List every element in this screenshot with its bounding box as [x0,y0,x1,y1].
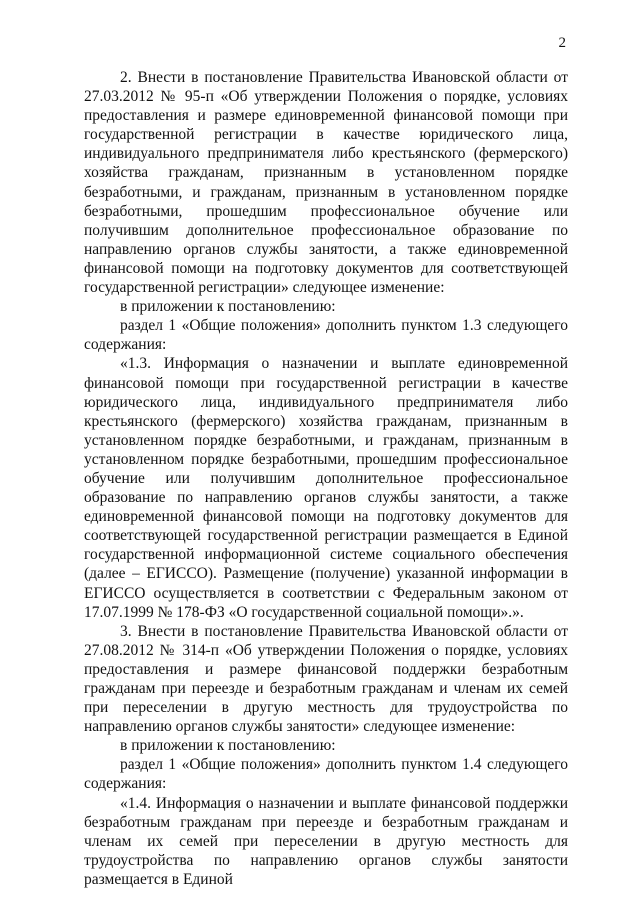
paragraph-clause-1-4: «1.4. Информация о назначении и выплате финансовой поддержки безработным гражданам при переезде и безработным гражданам и членам их семей при переселении в другую местность для трудоустройства по направлению органов службы занятости размещается в Единой [84,794,568,888]
paragraph-section-addition: раздел 1 «Общие положения» дополнить пунктом 1.4 следующего содержания: [84,756,568,793]
paragraph-annex-intro: в приложении к постановлению: [120,737,336,755]
page-number: 2 [558,35,566,51]
paragraph-clause-1-3: «1.3. Информация о назначении и выплате единовременной финансовой помощи при государственной регистрации в качестве юридического лица, индивидуального предпринимателя либо крестьянского (фермерского) хозяйства гражданам, признанным в установленном порядке безработными, и гражданам, признанным в установленном порядке безработными, прошедшим профессиональное обучение или получившим дополнительное профессиональное образование по направлению органов службы занятости, а также единовременной финансовой помощи на подготовку документов для соответствующей государственной регистрации размещается в Единой государственной информационной системе социального обеспечения (далее – ЕГИССО). Размещение (получение) указанной информации в ЕГИССО осуществляется в соответствии с Федеральным законом от 17.07.1999 № 178-ФЗ «О государственной социальной помощи».». [84,355,568,621]
document-body [84,68,568,889]
paragraph-item-2: 2. Внести в постановление Правительства Ивановской области от 27.03.2012 № 95-п «Об утверждении Положения о порядке, условиях предоставления и размере единовременной финансовой помощи при государственной регистрации в качестве юридического лица, индивидуального предпринимателя либо крестьянского (фермерского) хозяйства гражданам, признанным в установленном порядке безработными, и гражданам, признанным в установленном порядке безработными, прошедшим профессиональное обучение или получившим дополнительное профессиональное образование по направлению органов службы занятости, а также единовременной финансовой помощи на подготовку документов для соответствующей государственной регистрации» следующее изменение: [84,69,568,297]
paragraph-annex-intro: в приложении к постановлению: [120,298,336,316]
paragraph-section-addition: раздел 1 «Общие положения» дополнить пунктом 1.3 следующего содержания: [84,317,568,354]
paragraph-item-3: 3. Внести в постановление Правительства Ивановской области от 27.08.2012 № 314-п «Об утверждении Положения о порядке, условиях предоставления и размере финансовой поддержки безработным гражданам при переезде и безработным гражданам и членам их семей при переселении в другую местность для трудоустройства по направлению органов службы занятости» следующее изменение: [84,622,568,736]
